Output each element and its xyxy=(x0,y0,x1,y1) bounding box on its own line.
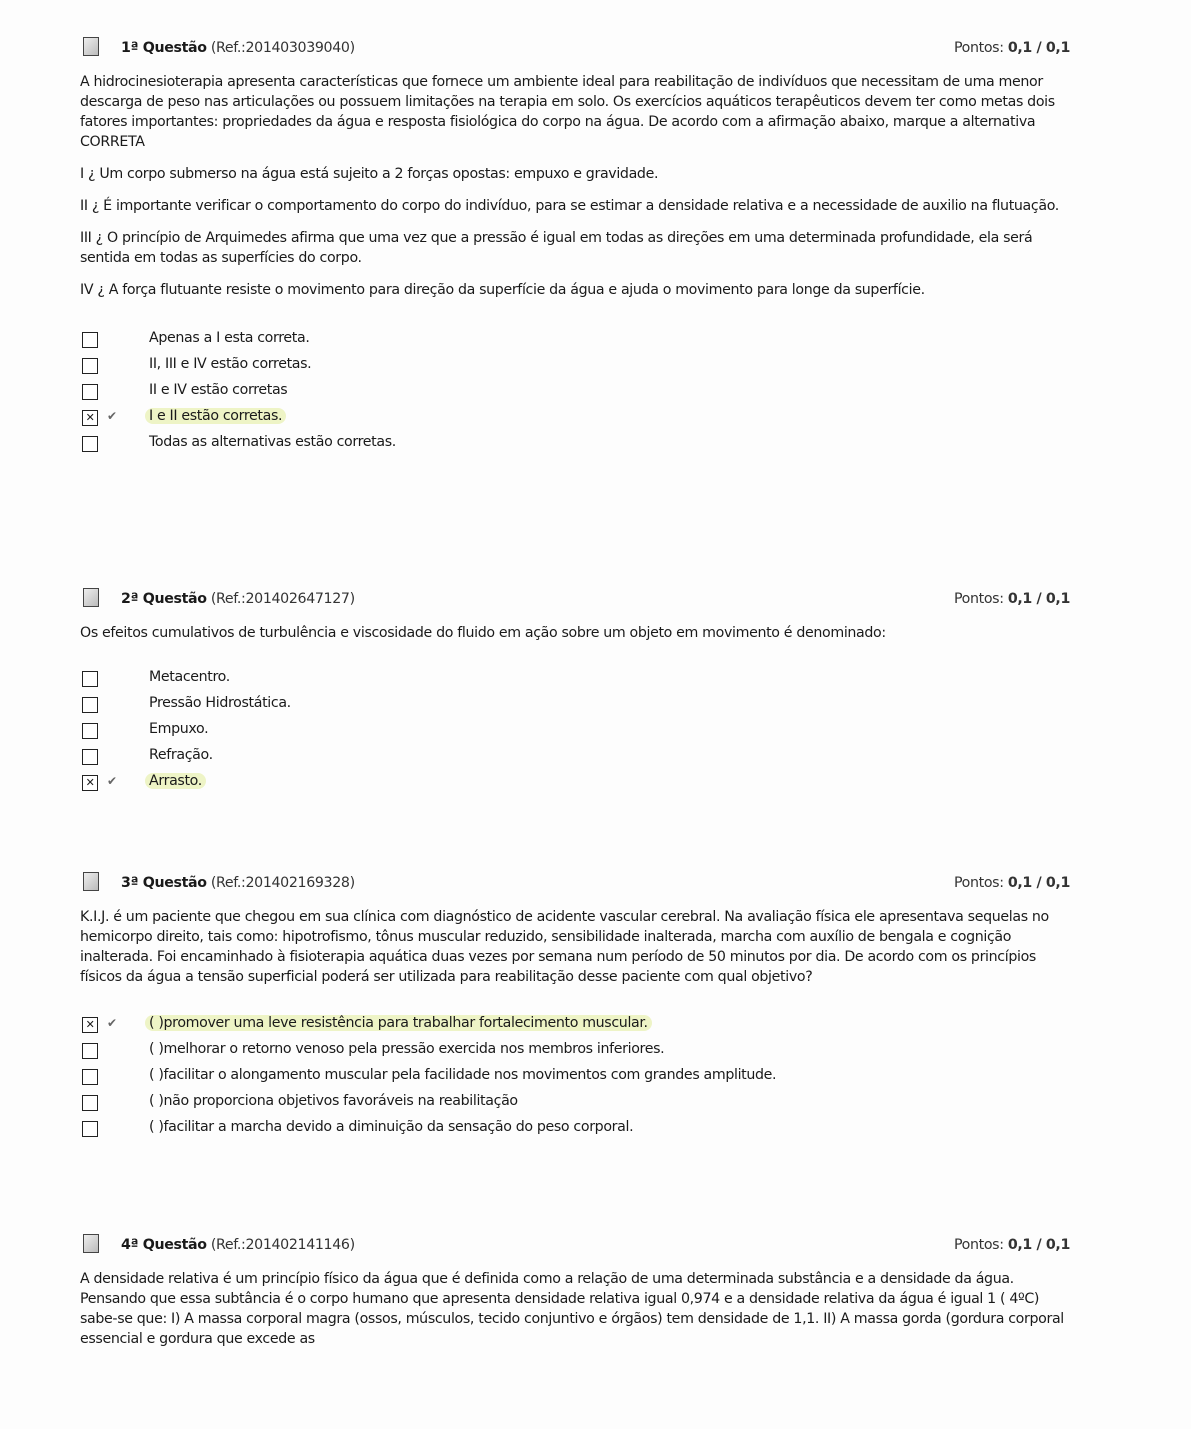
question-text: A densidade relativa é um princípio físico da água que é definida como a relação de uma determinada substância e a densidade da água. Pensando que essa subtância é o corpo humano que apresenta densidade relativa igual 0,974 e a densidade relativa da água é igual 1 ( 4ºC) sabe-se que: I) A massa corporal magra (ossos, músculos, tecido conjuntivo e órgãos) tem densidade de 1,1. II) A massa gorda (gordura corporal essencial e gordura que excede as xyxy=(80,1271,1064,1347)
question-header xyxy=(80,875,1080,897)
points-value: 0,1 / 0,1 xyxy=(1007,875,1070,891)
checkbox[interactable] xyxy=(82,1069,98,1085)
document-icon xyxy=(83,872,99,891)
question-ref: (Ref.:201402141146) xyxy=(210,1237,355,1253)
option[interactable] xyxy=(80,1041,1080,1067)
question-text: K.I.J. é um paciente que chegou em sua clínica com diagnóstico de acidente vascular cerebral. Na avaliação física ele apresentava sequelas no hemicorpo direito, tais como: hipotrofismo, tônus muscular reduzido, sensibilidade inalterada, marcha com auxílio de bengala e cognição inalterada. Foi encaminhado à fisioterapia aquática duas vezes por semana num período de 50 minutos por dia. De acordo com os princípios físicos da água a tensão superficial poderá ser utilizada para reabilitação desse paciente com qual objetivo? xyxy=(80,909,1049,985)
question-ref: (Ref.:201402169328) xyxy=(210,875,355,891)
checkbox[interactable] xyxy=(82,749,98,765)
statement: III ¿ O princípio de Arquimedes afirma que uma vez que a pressão é igual em todas as direções em uma determinada profundidade, ela será sentida em todas as superfícies do corpo. xyxy=(80,230,1033,266)
checked-checkbox[interactable]: ✕ xyxy=(82,1017,98,1033)
option-label: ( )facilitar a marcha devido a diminuição da sensação do peso corporal. xyxy=(149,1119,634,1135)
correct-check-icon: ✔ xyxy=(107,774,117,788)
points-value: 0,1 / 0,1 xyxy=(1007,591,1070,607)
question-number: 3ª Questão xyxy=(121,875,207,891)
option[interactable] xyxy=(80,1015,1080,1041)
points-label: Pontos: xyxy=(953,875,1004,891)
checked-checkbox[interactable]: ✕ xyxy=(82,410,98,426)
option[interactable] xyxy=(80,747,1080,773)
option[interactable] xyxy=(80,1067,1080,1093)
checkbox[interactable] xyxy=(82,723,98,739)
document-icon xyxy=(83,588,99,607)
options-list xyxy=(80,330,1080,460)
checkbox[interactable] xyxy=(82,436,98,452)
option-label: ( )não proporciona objetivos favoráveis na reabilitação xyxy=(149,1093,518,1109)
option[interactable] xyxy=(80,356,1080,382)
option[interactable] xyxy=(80,1119,1080,1145)
options-list xyxy=(80,669,1080,799)
option-label: II e IV estão corretas xyxy=(149,382,288,398)
option[interactable] xyxy=(80,721,1080,747)
checkbox[interactable] xyxy=(82,358,98,374)
option-label: Arrasto. xyxy=(145,773,206,789)
question-text: Os efeitos cumulativos de turbulência e viscosidade do fluido em ação sobre um objeto em movimento é denominado: xyxy=(80,625,886,641)
checkbox[interactable] xyxy=(82,384,98,400)
option[interactable] xyxy=(80,1093,1080,1119)
options-list xyxy=(80,1015,1080,1145)
points-value: 0,1 / 0,1 xyxy=(1007,40,1070,56)
question-1 xyxy=(80,40,1080,460)
question-ref: (Ref.:201402647127) xyxy=(210,591,355,607)
checkbox[interactable] xyxy=(82,1121,98,1137)
statement: I ¿ Um corpo submerso na água está sujeito a 2 forças opostas: empuxo e gravidade. xyxy=(80,166,659,182)
option[interactable] xyxy=(80,695,1080,721)
option[interactable] xyxy=(80,382,1080,408)
correct-check-icon: ✔ xyxy=(107,1016,117,1030)
question-header xyxy=(80,40,1080,62)
option-label: Pressão Hidrostática. xyxy=(149,695,291,711)
question-text: A hidrocinesioterapia apresenta características que fornece um ambiente ideal para reabilitação de indivíduos que necessitam de uma menor descarga de peso nas articulações ou possuem limitações na terapia em solo. Os exercícios aquáticos terapêuticos devem ter como metas dois fatores importantes: propriedades da água e resposta fisiológica do corpo na água. De acordo com a afirmação abaixo, marque a alternativa CORRETA xyxy=(80,74,1055,150)
points-label: Pontos: xyxy=(953,1237,1004,1253)
points-label: Pontos: xyxy=(953,40,1004,56)
question-3 xyxy=(80,875,1080,1145)
question-2 xyxy=(80,591,1080,799)
statement: IV ¿ A força flutuante resiste o movimento para direção da superfície da água e ajuda o movimento para longe da superfície. xyxy=(80,282,925,298)
checkbox[interactable] xyxy=(82,1095,98,1111)
question-ref: (Ref.:201403039040) xyxy=(210,40,355,56)
option-label: II, III e IV estão corretas. xyxy=(149,356,312,372)
question-number: 1ª Questão xyxy=(121,40,207,56)
checkbox[interactable] xyxy=(82,697,98,713)
statement: II ¿ É importante verificar o comportamento do corpo do indivíduo, para se estimar a densidade relativa e a necessidade de auxilio na flutuação. xyxy=(80,198,1059,214)
option[interactable] xyxy=(80,773,1080,799)
option-label: Todas as alternativas estão corretas. xyxy=(149,434,396,450)
option-label: Apenas a I esta correta. xyxy=(149,330,310,346)
document-icon xyxy=(83,37,99,56)
option-label: ( )promover uma leve resistência para trabalhar fortalecimento muscular. xyxy=(145,1015,652,1031)
question-4 xyxy=(80,1237,1080,1349)
question-number: 4ª Questão xyxy=(121,1237,207,1253)
option[interactable] xyxy=(80,330,1080,356)
checkbox[interactable] xyxy=(82,671,98,687)
question-header xyxy=(80,591,1080,613)
checkbox[interactable] xyxy=(82,332,98,348)
option[interactable] xyxy=(80,669,1080,695)
option[interactable] xyxy=(80,434,1080,460)
option-label: Metacentro. xyxy=(149,669,230,685)
option[interactable] xyxy=(80,408,1080,434)
points-value: 0,1 / 0,1 xyxy=(1007,1237,1070,1253)
document-icon xyxy=(83,1234,99,1253)
option-label: ( )facilitar o alongamento muscular pela facilidade nos movimentos com grandes amplitude. xyxy=(149,1067,777,1083)
option-label: ( )melhorar o retorno venoso pela pressão exercida nos membros inferiores. xyxy=(149,1041,665,1057)
option-label: I e II estão corretas. xyxy=(145,408,286,424)
checked-checkbox[interactable]: ✕ xyxy=(82,775,98,791)
checkbox[interactable] xyxy=(82,1043,98,1059)
points-label: Pontos: xyxy=(953,591,1004,607)
option-label: Refração. xyxy=(149,747,213,763)
correct-check-icon: ✔ xyxy=(107,409,117,423)
option-label: Empuxo. xyxy=(149,721,209,737)
question-header xyxy=(80,1237,1080,1259)
question-number: 2ª Questão xyxy=(121,591,207,607)
